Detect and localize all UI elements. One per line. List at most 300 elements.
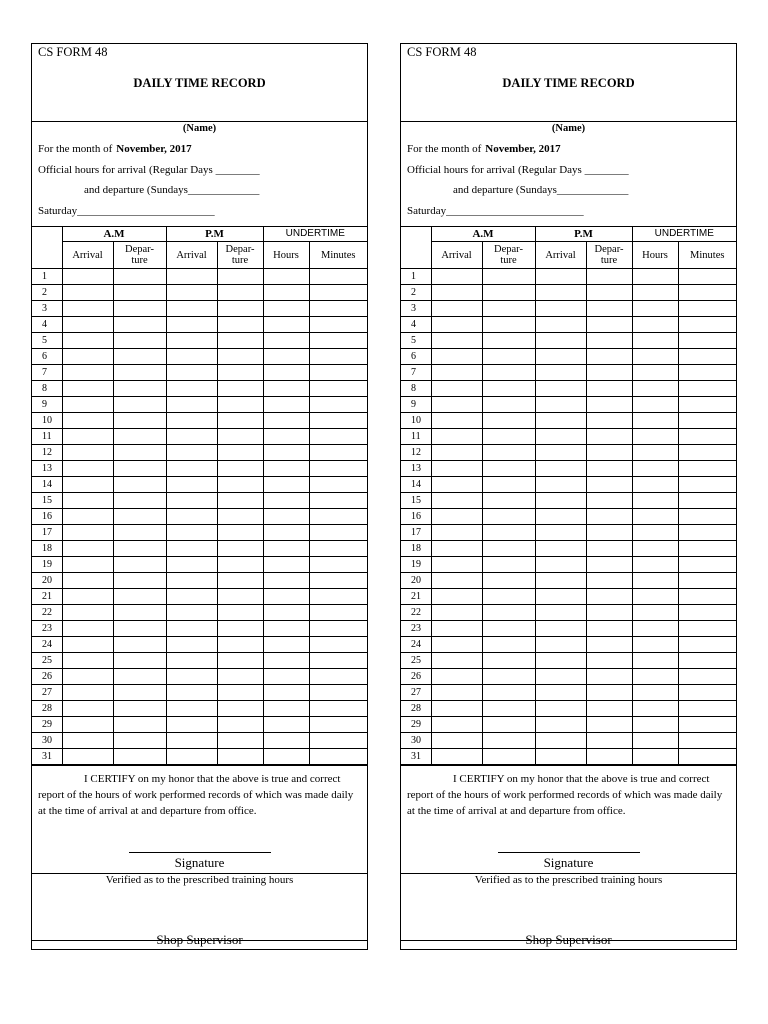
- undertime-minutes-cell[interactable]: [678, 541, 736, 557]
- pm-departure-cell[interactable]: [217, 365, 263, 381]
- pm-departure-cell[interactable]: [586, 733, 632, 749]
- undertime-hours-cell[interactable]: [632, 573, 678, 589]
- am-arrival-cell[interactable]: [431, 685, 482, 701]
- am-departure-cell[interactable]: [482, 733, 535, 749]
- am-arrival-cell[interactable]: [431, 573, 482, 589]
- undertime-hours-cell[interactable]: [632, 685, 678, 701]
- undertime-hours-cell[interactable]: [263, 749, 309, 765]
- undertime-hours-cell[interactable]: [632, 461, 678, 477]
- undertime-hours-cell[interactable]: [263, 493, 309, 509]
- undertime-hours-cell[interactable]: [632, 429, 678, 445]
- am-arrival-cell[interactable]: [62, 397, 113, 413]
- undertime-minutes-cell[interactable]: [678, 733, 736, 749]
- am-arrival-cell[interactable]: [62, 605, 113, 621]
- pm-arrival-cell[interactable]: [535, 365, 586, 381]
- undertime-hours-cell[interactable]: [263, 573, 309, 589]
- undertime-minutes-cell[interactable]: [678, 525, 736, 541]
- undertime-hours-cell[interactable]: [632, 285, 678, 301]
- am-departure-cell[interactable]: [113, 589, 166, 605]
- pm-departure-cell[interactable]: [586, 525, 632, 541]
- undertime-hours-cell[interactable]: [263, 621, 309, 637]
- undertime-minutes-cell[interactable]: [309, 429, 367, 445]
- undertime-minutes-cell[interactable]: [309, 333, 367, 349]
- am-departure-cell[interactable]: [113, 669, 166, 685]
- am-departure-cell[interactable]: [482, 621, 535, 637]
- undertime-minutes-cell[interactable]: [678, 285, 736, 301]
- undertime-hours-cell[interactable]: [632, 317, 678, 333]
- pm-arrival-cell[interactable]: [166, 685, 217, 701]
- am-arrival-cell[interactable]: [431, 701, 482, 717]
- am-departure-cell[interactable]: [482, 269, 535, 285]
- pm-arrival-cell[interactable]: [535, 493, 586, 509]
- pm-arrival-cell[interactable]: [535, 397, 586, 413]
- undertime-hours-cell[interactable]: [263, 733, 309, 749]
- pm-arrival-cell[interactable]: [166, 429, 217, 445]
- am-arrival-cell[interactable]: [431, 317, 482, 333]
- am-arrival-cell[interactable]: [62, 637, 113, 653]
- undertime-hours-cell[interactable]: [632, 637, 678, 653]
- pm-arrival-cell[interactable]: [535, 461, 586, 477]
- pm-departure-cell[interactable]: [217, 701, 263, 717]
- pm-arrival-cell[interactable]: [535, 637, 586, 653]
- am-arrival-cell[interactable]: [62, 717, 113, 733]
- pm-departure-cell[interactable]: [586, 717, 632, 733]
- pm-departure-cell[interactable]: [586, 381, 632, 397]
- undertime-hours-cell[interactable]: [632, 733, 678, 749]
- undertime-hours-cell[interactable]: [263, 589, 309, 605]
- undertime-hours-cell[interactable]: [632, 477, 678, 493]
- undertime-hours-cell[interactable]: [632, 397, 678, 413]
- pm-departure-cell[interactable]: [217, 717, 263, 733]
- pm-departure-cell[interactable]: [586, 317, 632, 333]
- pm-arrival-cell[interactable]: [535, 621, 586, 637]
- undertime-minutes-cell[interactable]: [678, 477, 736, 493]
- pm-arrival-cell[interactable]: [166, 589, 217, 605]
- pm-arrival-cell[interactable]: [535, 605, 586, 621]
- undertime-minutes-cell[interactable]: [678, 349, 736, 365]
- undertime-hours-cell[interactable]: [263, 557, 309, 573]
- pm-arrival-cell[interactable]: [166, 285, 217, 301]
- pm-departure-cell[interactable]: [217, 285, 263, 301]
- am-arrival-cell[interactable]: [431, 301, 482, 317]
- undertime-minutes-cell[interactable]: [309, 573, 367, 589]
- undertime-minutes-cell[interactable]: [678, 461, 736, 477]
- am-departure-cell[interactable]: [482, 573, 535, 589]
- pm-arrival-cell[interactable]: [535, 557, 586, 573]
- pm-arrival-cell[interactable]: [166, 333, 217, 349]
- undertime-minutes-cell[interactable]: [309, 653, 367, 669]
- am-arrival-cell[interactable]: [62, 333, 113, 349]
- pm-arrival-cell[interactable]: [166, 605, 217, 621]
- pm-departure-cell[interactable]: [217, 637, 263, 653]
- undertime-minutes-cell[interactable]: [678, 445, 736, 461]
- pm-arrival-cell[interactable]: [166, 557, 217, 573]
- undertime-minutes-cell[interactable]: [678, 637, 736, 653]
- pm-arrival-cell[interactable]: [166, 477, 217, 493]
- am-departure-cell[interactable]: [482, 701, 535, 717]
- am-departure-cell[interactable]: [482, 637, 535, 653]
- pm-departure-cell[interactable]: [217, 301, 263, 317]
- pm-arrival-cell[interactable]: [166, 669, 217, 685]
- pm-departure-cell[interactable]: [217, 621, 263, 637]
- undertime-minutes-cell[interactable]: [309, 605, 367, 621]
- am-arrival-cell[interactable]: [62, 621, 113, 637]
- pm-arrival-cell[interactable]: [166, 349, 217, 365]
- am-departure-cell[interactable]: [482, 541, 535, 557]
- undertime-hours-cell[interactable]: [632, 349, 678, 365]
- undertime-hours-cell[interactable]: [263, 653, 309, 669]
- pm-departure-cell[interactable]: [217, 349, 263, 365]
- pm-arrival-cell[interactable]: [166, 269, 217, 285]
- am-arrival-cell[interactable]: [62, 493, 113, 509]
- undertime-hours-cell[interactable]: [263, 477, 309, 493]
- undertime-hours-cell[interactable]: [263, 461, 309, 477]
- undertime-minutes-cell[interactable]: [309, 285, 367, 301]
- undertime-minutes-cell[interactable]: [678, 413, 736, 429]
- pm-arrival-cell[interactable]: [535, 301, 586, 317]
- undertime-minutes-cell[interactable]: [678, 605, 736, 621]
- pm-departure-cell[interactable]: [586, 445, 632, 461]
- pm-arrival-cell[interactable]: [535, 573, 586, 589]
- undertime-minutes-cell[interactable]: [678, 317, 736, 333]
- am-arrival-cell[interactable]: [431, 717, 482, 733]
- am-arrival-cell[interactable]: [431, 653, 482, 669]
- undertime-hours-cell[interactable]: [632, 701, 678, 717]
- am-arrival-cell[interactable]: [431, 413, 482, 429]
- pm-arrival-cell[interactable]: [166, 461, 217, 477]
- undertime-hours-cell[interactable]: [263, 397, 309, 413]
- am-arrival-cell[interactable]: [431, 429, 482, 445]
- am-departure-cell[interactable]: [113, 685, 166, 701]
- undertime-minutes-cell[interactable]: [309, 445, 367, 461]
- pm-departure-cell[interactable]: [217, 749, 263, 765]
- pm-departure-cell[interactable]: [217, 445, 263, 461]
- undertime-minutes-cell[interactable]: [309, 717, 367, 733]
- undertime-minutes-cell[interactable]: [678, 653, 736, 669]
- am-departure-cell[interactable]: [113, 701, 166, 717]
- undertime-hours-cell[interactable]: [632, 717, 678, 733]
- pm-arrival-cell[interactable]: [535, 445, 586, 461]
- undertime-hours-cell[interactable]: [632, 669, 678, 685]
- undertime-minutes-cell[interactable]: [678, 685, 736, 701]
- pm-arrival-cell[interactable]: [166, 365, 217, 381]
- am-departure-cell[interactable]: [113, 317, 166, 333]
- pm-arrival-cell[interactable]: [535, 381, 586, 397]
- undertime-hours-cell[interactable]: [632, 621, 678, 637]
- undertime-hours-cell[interactable]: [632, 445, 678, 461]
- am-arrival-cell[interactable]: [62, 557, 113, 573]
- pm-arrival-cell[interactable]: [535, 525, 586, 541]
- am-arrival-cell[interactable]: [431, 733, 482, 749]
- pm-departure-cell[interactable]: [217, 669, 263, 685]
- am-departure-cell[interactable]: [482, 317, 535, 333]
- undertime-minutes-cell[interactable]: [678, 509, 736, 525]
- undertime-hours-cell[interactable]: [632, 509, 678, 525]
- pm-arrival-cell[interactable]: [166, 621, 217, 637]
- pm-arrival-cell[interactable]: [166, 493, 217, 509]
- pm-departure-cell[interactable]: [586, 461, 632, 477]
- am-departure-cell[interactable]: [482, 557, 535, 573]
- am-departure-cell[interactable]: [113, 269, 166, 285]
- pm-departure-cell[interactable]: [586, 333, 632, 349]
- am-departure-cell[interactable]: [113, 429, 166, 445]
- pm-arrival-cell[interactable]: [166, 525, 217, 541]
- undertime-minutes-cell[interactable]: [309, 749, 367, 765]
- pm-arrival-cell[interactable]: [535, 685, 586, 701]
- pm-departure-cell[interactable]: [586, 749, 632, 765]
- am-arrival-cell[interactable]: [431, 477, 482, 493]
- pm-arrival-cell[interactable]: [535, 333, 586, 349]
- pm-departure-cell[interactable]: [586, 653, 632, 669]
- am-arrival-cell[interactable]: [431, 381, 482, 397]
- pm-arrival-cell[interactable]: [166, 541, 217, 557]
- pm-departure-cell[interactable]: [586, 269, 632, 285]
- am-departure-cell[interactable]: [482, 685, 535, 701]
- am-arrival-cell[interactable]: [62, 429, 113, 445]
- am-arrival-cell[interactable]: [431, 557, 482, 573]
- pm-arrival-cell[interactable]: [166, 445, 217, 461]
- am-arrival-cell[interactable]: [431, 349, 482, 365]
- pm-departure-cell[interactable]: [217, 317, 263, 333]
- am-arrival-cell[interactable]: [431, 541, 482, 557]
- am-departure-cell[interactable]: [113, 653, 166, 669]
- am-departure-cell[interactable]: [482, 397, 535, 413]
- undertime-hours-cell[interactable]: [632, 525, 678, 541]
- pm-departure-cell[interactable]: [217, 477, 263, 493]
- am-departure-cell[interactable]: [482, 605, 535, 621]
- pm-arrival-cell[interactable]: [166, 509, 217, 525]
- undertime-hours-cell[interactable]: [263, 701, 309, 717]
- undertime-hours-cell[interactable]: [263, 685, 309, 701]
- pm-departure-cell[interactable]: [217, 509, 263, 525]
- pm-departure-cell[interactable]: [586, 541, 632, 557]
- pm-arrival-cell[interactable]: [535, 349, 586, 365]
- am-departure-cell[interactable]: [482, 285, 535, 301]
- pm-departure-cell[interactable]: [586, 605, 632, 621]
- am-departure-cell[interactable]: [113, 733, 166, 749]
- am-departure-cell[interactable]: [482, 589, 535, 605]
- pm-arrival-cell[interactable]: [535, 509, 586, 525]
- pm-departure-cell[interactable]: [586, 493, 632, 509]
- am-departure-cell[interactable]: [482, 349, 535, 365]
- undertime-hours-cell[interactable]: [263, 525, 309, 541]
- am-departure-cell[interactable]: [113, 637, 166, 653]
- pm-departure-cell[interactable]: [217, 557, 263, 573]
- pm-departure-cell[interactable]: [217, 413, 263, 429]
- pm-departure-cell[interactable]: [586, 669, 632, 685]
- pm-departure-cell[interactable]: [217, 429, 263, 445]
- undertime-minutes-cell[interactable]: [678, 717, 736, 733]
- undertime-hours-cell[interactable]: [632, 269, 678, 285]
- undertime-minutes-cell[interactable]: [678, 397, 736, 413]
- pm-departure-cell[interactable]: [586, 637, 632, 653]
- am-arrival-cell[interactable]: [62, 701, 113, 717]
- am-arrival-cell[interactable]: [62, 525, 113, 541]
- undertime-minutes-cell[interactable]: [678, 365, 736, 381]
- undertime-minutes-cell[interactable]: [309, 637, 367, 653]
- pm-departure-cell[interactable]: [217, 381, 263, 397]
- pm-arrival-cell[interactable]: [535, 317, 586, 333]
- pm-departure-cell[interactable]: [586, 365, 632, 381]
- undertime-minutes-cell[interactable]: [309, 317, 367, 333]
- am-departure-cell[interactable]: [113, 605, 166, 621]
- undertime-minutes-cell[interactable]: [678, 301, 736, 317]
- pm-departure-cell[interactable]: [586, 701, 632, 717]
- pm-arrival-cell[interactable]: [535, 717, 586, 733]
- am-departure-cell[interactable]: [482, 301, 535, 317]
- pm-arrival-cell[interactable]: [535, 589, 586, 605]
- pm-arrival-cell[interactable]: [535, 669, 586, 685]
- am-arrival-cell[interactable]: [431, 509, 482, 525]
- undertime-minutes-cell[interactable]: [309, 589, 367, 605]
- am-arrival-cell[interactable]: [431, 589, 482, 605]
- am-arrival-cell[interactable]: [62, 317, 113, 333]
- undertime-minutes-cell[interactable]: [678, 573, 736, 589]
- pm-departure-cell[interactable]: [217, 461, 263, 477]
- am-departure-cell[interactable]: [482, 477, 535, 493]
- am-departure-cell[interactable]: [113, 573, 166, 589]
- am-arrival-cell[interactable]: [62, 381, 113, 397]
- pm-arrival-cell[interactable]: [166, 733, 217, 749]
- pm-departure-cell[interactable]: [586, 397, 632, 413]
- am-departure-cell[interactable]: [113, 397, 166, 413]
- undertime-minutes-cell[interactable]: [678, 669, 736, 685]
- pm-departure-cell[interactable]: [217, 733, 263, 749]
- undertime-minutes-cell[interactable]: [678, 589, 736, 605]
- am-arrival-cell[interactable]: [62, 269, 113, 285]
- am-departure-cell[interactable]: [482, 413, 535, 429]
- am-departure-cell[interactable]: [113, 525, 166, 541]
- am-arrival-cell[interactable]: [431, 637, 482, 653]
- pm-departure-cell[interactable]: [586, 413, 632, 429]
- undertime-hours-cell[interactable]: [632, 589, 678, 605]
- undertime-hours-cell[interactable]: [632, 605, 678, 621]
- am-departure-cell[interactable]: [482, 717, 535, 733]
- pm-arrival-cell[interactable]: [535, 477, 586, 493]
- pm-arrival-cell[interactable]: [535, 285, 586, 301]
- pm-departure-cell[interactable]: [586, 685, 632, 701]
- undertime-minutes-cell[interactable]: [678, 429, 736, 445]
- pm-arrival-cell[interactable]: [535, 429, 586, 445]
- undertime-hours-cell[interactable]: [263, 413, 309, 429]
- am-arrival-cell[interactable]: [431, 269, 482, 285]
- pm-arrival-cell[interactable]: [166, 413, 217, 429]
- pm-departure-cell[interactable]: [217, 573, 263, 589]
- pm-departure-cell[interactable]: [217, 525, 263, 541]
- am-arrival-cell[interactable]: [431, 445, 482, 461]
- undertime-hours-cell[interactable]: [632, 749, 678, 765]
- pm-arrival-cell[interactable]: [166, 301, 217, 317]
- undertime-minutes-cell[interactable]: [678, 381, 736, 397]
- am-arrival-cell[interactable]: [431, 285, 482, 301]
- undertime-hours-cell[interactable]: [263, 541, 309, 557]
- undertime-minutes-cell[interactable]: [309, 557, 367, 573]
- am-departure-cell[interactable]: [113, 621, 166, 637]
- undertime-hours-cell[interactable]: [263, 637, 309, 653]
- pm-departure-cell[interactable]: [586, 557, 632, 573]
- undertime-minutes-cell[interactable]: [309, 621, 367, 637]
- am-arrival-cell[interactable]: [62, 685, 113, 701]
- undertime-minutes-cell[interactable]: [678, 701, 736, 717]
- am-departure-cell[interactable]: [482, 525, 535, 541]
- am-arrival-cell[interactable]: [62, 349, 113, 365]
- am-arrival-cell[interactable]: [431, 493, 482, 509]
- undertime-hours-cell[interactable]: [632, 333, 678, 349]
- pm-departure-cell[interactable]: [217, 541, 263, 557]
- am-departure-cell[interactable]: [482, 445, 535, 461]
- undertime-minutes-cell[interactable]: [309, 269, 367, 285]
- am-departure-cell[interactable]: [113, 557, 166, 573]
- undertime-hours-cell[interactable]: [263, 669, 309, 685]
- pm-departure-cell[interactable]: [217, 653, 263, 669]
- am-arrival-cell[interactable]: [431, 365, 482, 381]
- pm-departure-cell[interactable]: [586, 621, 632, 637]
- undertime-minutes-cell[interactable]: [309, 365, 367, 381]
- pm-arrival-cell[interactable]: [166, 637, 217, 653]
- pm-departure-cell[interactable]: [586, 477, 632, 493]
- am-departure-cell[interactable]: [113, 365, 166, 381]
- pm-arrival-cell[interactable]: [535, 701, 586, 717]
- pm-arrival-cell[interactable]: [535, 541, 586, 557]
- undertime-minutes-cell[interactable]: [309, 461, 367, 477]
- pm-arrival-cell[interactable]: [535, 749, 586, 765]
- undertime-hours-cell[interactable]: [263, 605, 309, 621]
- undertime-hours-cell[interactable]: [263, 349, 309, 365]
- am-arrival-cell[interactable]: [62, 573, 113, 589]
- am-arrival-cell[interactable]: [431, 605, 482, 621]
- undertime-hours-cell[interactable]: [263, 285, 309, 301]
- undertime-minutes-cell[interactable]: [309, 669, 367, 685]
- am-departure-cell[interactable]: [113, 349, 166, 365]
- am-departure-cell[interactable]: [482, 461, 535, 477]
- pm-arrival-cell[interactable]: [535, 413, 586, 429]
- pm-arrival-cell[interactable]: [535, 733, 586, 749]
- undertime-hours-cell[interactable]: [263, 445, 309, 461]
- pm-arrival-cell[interactable]: [166, 701, 217, 717]
- am-arrival-cell[interactable]: [431, 749, 482, 765]
- am-departure-cell[interactable]: [113, 749, 166, 765]
- pm-departure-cell[interactable]: [586, 285, 632, 301]
- pm-arrival-cell[interactable]: [166, 653, 217, 669]
- am-arrival-cell[interactable]: [62, 653, 113, 669]
- undertime-minutes-cell[interactable]: [678, 493, 736, 509]
- am-arrival-cell[interactable]: [62, 733, 113, 749]
- pm-arrival-cell[interactable]: [166, 749, 217, 765]
- undertime-minutes-cell[interactable]: [309, 349, 367, 365]
- undertime-minutes-cell[interactable]: [309, 477, 367, 493]
- am-arrival-cell[interactable]: [62, 461, 113, 477]
- undertime-minutes-cell[interactable]: [309, 397, 367, 413]
- pm-departure-cell[interactable]: [217, 397, 263, 413]
- undertime-hours-cell[interactable]: [263, 365, 309, 381]
- am-departure-cell[interactable]: [482, 365, 535, 381]
- undertime-minutes-cell[interactable]: [309, 701, 367, 717]
- pm-arrival-cell[interactable]: [166, 717, 217, 733]
- undertime-hours-cell[interactable]: [632, 413, 678, 429]
- am-departure-cell[interactable]: [482, 493, 535, 509]
- am-arrival-cell[interactable]: [62, 285, 113, 301]
- pm-departure-cell[interactable]: [217, 333, 263, 349]
- pm-departure-cell[interactable]: [217, 605, 263, 621]
- undertime-minutes-cell[interactable]: [309, 301, 367, 317]
- am-departure-cell[interactable]: [113, 333, 166, 349]
- undertime-hours-cell[interactable]: [632, 557, 678, 573]
- am-departure-cell[interactable]: [113, 301, 166, 317]
- undertime-minutes-cell[interactable]: [678, 557, 736, 573]
- undertime-hours-cell[interactable]: [632, 365, 678, 381]
- am-departure-cell[interactable]: [113, 477, 166, 493]
- undertime-minutes-cell[interactable]: [309, 685, 367, 701]
